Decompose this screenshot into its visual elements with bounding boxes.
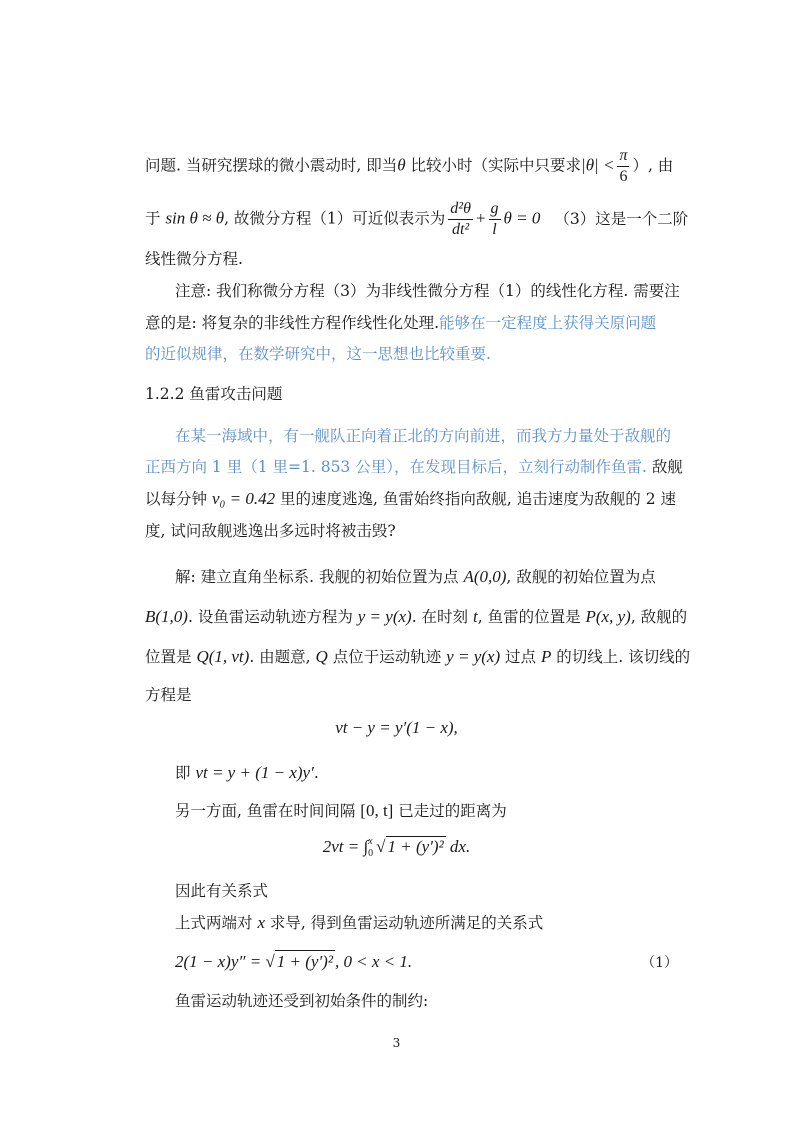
math-t: t bbox=[472, 607, 478, 626]
text-span: 以每分钟 bbox=[145, 490, 212, 508]
math-point-a: A(0,0) bbox=[463, 567, 507, 586]
fraction-numerator: g bbox=[489, 199, 501, 220]
math-trajectory: y = y(x) bbox=[446, 647, 501, 666]
math-v0: v₀ = 0.42 bbox=[211, 489, 276, 508]
text-span: 另一方面, 鱼雷在时间间隔 bbox=[175, 802, 361, 820]
text-span: , 鱼雷的位置是 bbox=[477, 608, 586, 626]
text-line bbox=[145, 312, 656, 334]
text-span: , 故微分方程（1）可近似表示为 bbox=[224, 209, 446, 228]
math-lhs: 2(1 − x)y″ = bbox=[175, 952, 266, 971]
fraction-d2theta-dt2 bbox=[448, 199, 473, 240]
text-line: 注意: 我们称微分方程（3）为非线性微分方程（1）的线性化方程. 需要注 bbox=[175, 282, 680, 300]
text-line bbox=[145, 456, 683, 478]
highlighted-text-line: 的近似规律，在数学研究中，这一思想也比较重要. bbox=[145, 345, 491, 363]
text-line bbox=[175, 800, 507, 822]
math-sin-approx: sin θ ≈ θ bbox=[165, 208, 225, 228]
text-span: （3）这是一个二阶 bbox=[554, 209, 689, 228]
text-span: 过点 bbox=[500, 648, 541, 666]
math-vt-relation: vt = y + (1 − x)y′ bbox=[195, 763, 314, 782]
math-radicand: 1 + (y′)² bbox=[387, 837, 444, 856]
text-line bbox=[175, 912, 543, 934]
fraction-denominator: dt² bbox=[451, 221, 470, 238]
math-point-b: B(1,0) bbox=[145, 607, 188, 626]
text-span: 位置是 bbox=[145, 648, 197, 666]
text-span: 于 bbox=[145, 209, 166, 228]
text-span: 敌舰 bbox=[646, 458, 683, 476]
equation-tangent: vt − y = y′(1 − x), bbox=[335, 718, 458, 737]
math-plus: + bbox=[475, 208, 486, 228]
text-span: . bbox=[313, 764, 319, 782]
highlighted-text: 正西方向 1 里（1 里=1. 853 公里），在发现目标后，立刻行动制作鱼雷. bbox=[145, 458, 647, 476]
text-span: . 由题意, bbox=[249, 648, 316, 666]
text-span: , 敌舰的 bbox=[630, 608, 688, 626]
text-line bbox=[175, 566, 656, 588]
math-trajectory: y = y(x) bbox=[357, 607, 412, 626]
text-line bbox=[145, 606, 687, 628]
text-line: 因此有关系式 bbox=[175, 882, 269, 900]
fraction-g-l bbox=[489, 199, 501, 240]
fraction-pi-6 bbox=[617, 146, 629, 187]
math-interval: [0, t] bbox=[360, 801, 394, 820]
text-span: 的切线上. 该切线的 bbox=[551, 648, 691, 666]
fraction-denominator: l bbox=[492, 221, 497, 238]
math-point-p: P(x, y) bbox=[585, 607, 631, 626]
text-span: , 敌舰的初始位置为点 bbox=[506, 568, 656, 586]
text-line bbox=[145, 488, 676, 510]
equation-trajectory: 2(1 − x)y″ = √ 1 + (y′)² , 0 < x < 1. bbox=[175, 952, 413, 971]
math-radicand: 1 + (y′)² bbox=[276, 952, 333, 971]
text-span: 点位于运动轨迹 bbox=[327, 648, 447, 666]
text-span: 意的是: 将复杂的非线性方程作线性化处理. bbox=[145, 314, 440, 332]
equation-arc-length: 2vt = ∫ x 0 √ 1 + (y′)² dx. bbox=[322, 836, 471, 860]
text-span: 已走过的距离为 bbox=[393, 802, 507, 820]
text-line: 度, 试问敌舰逃逸出多远时将被击毁? bbox=[145, 522, 396, 540]
text-span: 比较小时（实际中只要求 bbox=[405, 156, 582, 175]
math-theta-zero: θ = 0 bbox=[503, 208, 541, 228]
page-number: 3 bbox=[392, 1036, 401, 1050]
math-abs-theta: |θ| < bbox=[581, 155, 615, 175]
text-span: 解: 建立直角坐标系. 我舰的初始位置为点 bbox=[175, 568, 464, 586]
text-line bbox=[145, 646, 690, 668]
text-line: 鱼雷运动轨迹还受到初始条件的制约: bbox=[175, 992, 429, 1010]
integral-lower-limit: 0 bbox=[368, 848, 374, 860]
text-span: 里的速度逃逸, 鱼雷始终指向敌舰, 追击速度为敌舰的 2 速 bbox=[275, 490, 676, 508]
text-line bbox=[145, 199, 688, 240]
text-span: ）, 由 bbox=[632, 156, 674, 175]
integral-upper-limit: x bbox=[368, 836, 373, 848]
math-theta: θ bbox=[397, 155, 406, 175]
text-line bbox=[145, 146, 673, 187]
math-point-q: Q(1, vt) bbox=[196, 647, 250, 666]
fraction-numerator: d²θ bbox=[448, 199, 473, 220]
math-dx: dx. bbox=[445, 837, 471, 856]
text-span: . 设鱼雷运动轨迹方程为 bbox=[187, 608, 358, 626]
text-line: 线性微分方程. bbox=[145, 250, 243, 268]
math-p: P bbox=[540, 647, 552, 666]
text-span: . 在时刻 bbox=[411, 608, 473, 626]
text-span: 问题. 当研究摆球的微小震动时, 即当 bbox=[145, 156, 398, 175]
section-heading: 1.2.2 鱼雷攻击问题 bbox=[145, 385, 283, 403]
equation-number: （1） bbox=[641, 955, 678, 971]
fraction-denominator: 6 bbox=[619, 168, 628, 185]
math-q: Q bbox=[315, 647, 328, 666]
highlighted-text-line: 在某一海域中，有一舰队正向着正北的方向前进，而我方力量处于敌舰的 bbox=[175, 427, 672, 445]
text-span: 即 bbox=[175, 764, 196, 782]
math-x: x bbox=[257, 913, 265, 932]
math-domain: , 0 < x < 1. bbox=[334, 952, 413, 971]
highlighted-text: 能够在一定程度上获得关原问题 bbox=[439, 314, 657, 332]
text-span: 上式两端对 bbox=[175, 914, 258, 932]
text-span: 求导, 得到鱼雷运动轨迹所满足的关系式 bbox=[264, 914, 544, 932]
math-integral-lhs: 2vt = ∫ bbox=[322, 837, 369, 856]
fraction-numerator: π bbox=[617, 146, 629, 167]
text-line bbox=[175, 762, 319, 784]
text-line: 方程是 bbox=[145, 686, 192, 704]
